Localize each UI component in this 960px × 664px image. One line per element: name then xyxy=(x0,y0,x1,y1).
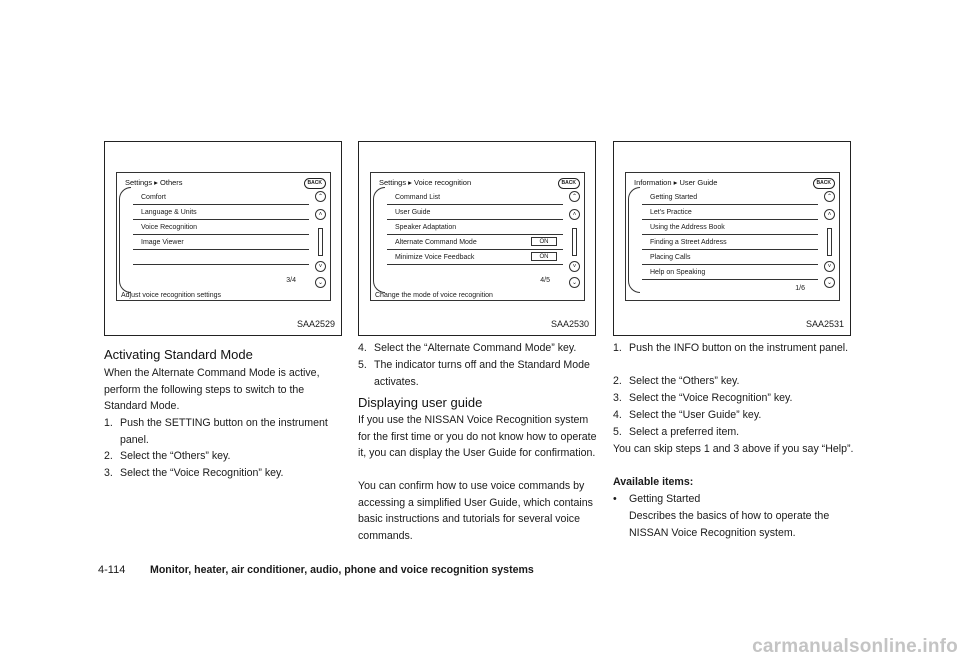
scroll-slider xyxy=(318,228,323,256)
screen-display xyxy=(116,172,331,301)
screen-curve xyxy=(628,187,640,293)
menu-item: Image Viewer xyxy=(133,235,309,250)
page-indicator: 4/5 xyxy=(540,277,550,284)
scroll-slider xyxy=(572,228,577,256)
bullet-item xyxy=(613,491,855,508)
list-item xyxy=(358,340,600,357)
menu-item: Help on Speaking xyxy=(642,265,818,280)
scroll-down-icon: ⌄ xyxy=(824,277,835,288)
menu-item: Speaker Adaptation xyxy=(387,220,563,235)
scroll-up-icon: ⌃ xyxy=(824,191,835,202)
step-text: Push the INFO button on the instrument panel. xyxy=(629,342,849,354)
figure-code: SAA2530 xyxy=(550,319,589,329)
list-item xyxy=(613,407,855,424)
menu-item: Getting Started xyxy=(642,190,818,205)
chevron-up-icon: ˄ xyxy=(569,209,580,220)
menu-item: Voice Recognition xyxy=(133,220,309,235)
toggle-indicator: ON xyxy=(531,237,557,246)
scroll-up-icon: ⌃ xyxy=(569,191,580,202)
step-text: Select a preferred item. xyxy=(629,426,740,438)
scroll-down-icon: ⌄ xyxy=(315,277,326,288)
paragraph: You can confirm how to use voice commands by accessing a simplified User Guide, which contains basic instructions and tutorials for several voice commands. xyxy=(358,480,593,542)
screen-title: Settings ▸ Voice recognition xyxy=(379,178,472,187)
list-item xyxy=(613,390,855,407)
scroll-slider xyxy=(827,228,832,256)
list-item xyxy=(613,373,855,390)
paragraph: When the Alternate Command Mode is active, perform the following steps to switch to the Standard Mode. xyxy=(104,367,320,412)
watermark: carmanualsonline.info xyxy=(752,636,958,657)
figure-3 xyxy=(613,141,851,336)
scroll-up-icon: ⌃ xyxy=(315,191,326,202)
paragraph: Describes the basics of how to operate the NISSAN Voice Recognition system. xyxy=(629,510,830,539)
list-item xyxy=(104,448,344,465)
paragraph: You can skip steps 1 and 3 above if you say “Help”. xyxy=(613,443,854,455)
figure-code: SAA2529 xyxy=(296,319,335,329)
list-item xyxy=(104,415,344,448)
list-item xyxy=(613,340,855,357)
menu-item: Let's Practice xyxy=(642,205,818,220)
bullet-text: Getting Started xyxy=(629,493,701,505)
screen-display xyxy=(625,172,840,301)
screen-curve xyxy=(373,187,385,293)
menu-item xyxy=(133,250,309,265)
figure-1 xyxy=(104,141,342,336)
available-items-label: Available items: xyxy=(613,476,694,488)
chevron-down-icon: ˅ xyxy=(569,261,580,272)
scroll-down-icon: ⌄ xyxy=(569,277,580,288)
page-indicator: 1/6 xyxy=(795,285,805,292)
page-number: 4-114 xyxy=(98,564,126,576)
menu-item: Placing Calls xyxy=(642,250,818,265)
chevron-down-icon: ˅ xyxy=(824,261,835,272)
menu-item: Finding a Street Address xyxy=(642,235,818,250)
step-number: 5. xyxy=(358,359,367,371)
step-number: 2. xyxy=(104,450,113,462)
list-item xyxy=(613,424,855,441)
menu-item: User Guide xyxy=(387,205,563,220)
step-number: 1. xyxy=(104,417,113,429)
back-button: BACK xyxy=(558,178,580,189)
step-number: 3. xyxy=(613,392,622,404)
status-text: Adjust voice recognition settings xyxy=(121,292,221,299)
step-text: Select the “Voice Recognition” key. xyxy=(629,392,793,404)
step-text: Select the “Voice Recognition” key. xyxy=(120,467,284,479)
step-text: Select the “Alternate Command Mode” key. xyxy=(374,342,577,354)
paragraph: If you use the NISSAN Voice Recognition system for the first time or you do not know how to operate it, you can display the User Guide for confirmation. xyxy=(358,414,597,459)
step-text: Select the “User Guide” key. xyxy=(629,409,762,421)
back-button: BACK xyxy=(813,178,835,189)
chevron-up-icon: ˄ xyxy=(824,209,835,220)
page-indicator: 3/4 xyxy=(286,277,296,284)
screen-title: Settings ▸ Others xyxy=(125,178,183,187)
status-text: Change the mode of voice recognition xyxy=(375,292,493,299)
step-number: 5. xyxy=(613,426,622,438)
step-number: 4. xyxy=(613,409,622,421)
menu-item xyxy=(387,250,563,265)
step-text: Select the “Others” key. xyxy=(629,375,740,387)
section-heading: Displaying user guide xyxy=(358,395,483,410)
step-text: Push the SETTING button on the instrument panel. xyxy=(120,417,328,446)
section-heading: Activating Standard Mode xyxy=(104,347,253,362)
screen-curve xyxy=(119,187,131,293)
toggle-indicator: ON xyxy=(531,252,557,261)
bullet-icon: • xyxy=(613,493,617,505)
menu-item xyxy=(387,235,563,250)
chevron-down-icon: ˅ xyxy=(315,261,326,272)
menu-item: Language & Units xyxy=(133,205,309,220)
menu-item: Command List xyxy=(387,190,563,205)
list-item xyxy=(104,465,344,482)
step-number: 3. xyxy=(104,467,113,479)
screen-display xyxy=(370,172,585,301)
menu-item-label: Alternate Command Mode xyxy=(395,239,477,246)
menu-item: Comfort xyxy=(133,190,309,205)
list-item xyxy=(358,357,600,390)
step-number: 1. xyxy=(613,342,622,354)
step-number: 2. xyxy=(613,375,622,387)
figure-code: SAA2531 xyxy=(805,319,844,329)
step-text: The indicator turns off and the Standard Mode activates. xyxy=(374,359,590,388)
figure-2 xyxy=(358,141,596,336)
screen-title: Information ▸ User Guide xyxy=(634,178,718,187)
chevron-up-icon: ˄ xyxy=(315,209,326,220)
menu-item: Using the Address Book xyxy=(642,220,818,235)
step-number: 4. xyxy=(358,342,367,354)
back-button: BACK xyxy=(304,178,326,189)
footer-title: Monitor, heater, air conditioner, audio, phone and voice recognition systems xyxy=(150,564,534,576)
menu-item-label: Minimize Voice Feedback xyxy=(395,254,475,261)
step-text: Select the “Others” key. xyxy=(120,450,231,462)
